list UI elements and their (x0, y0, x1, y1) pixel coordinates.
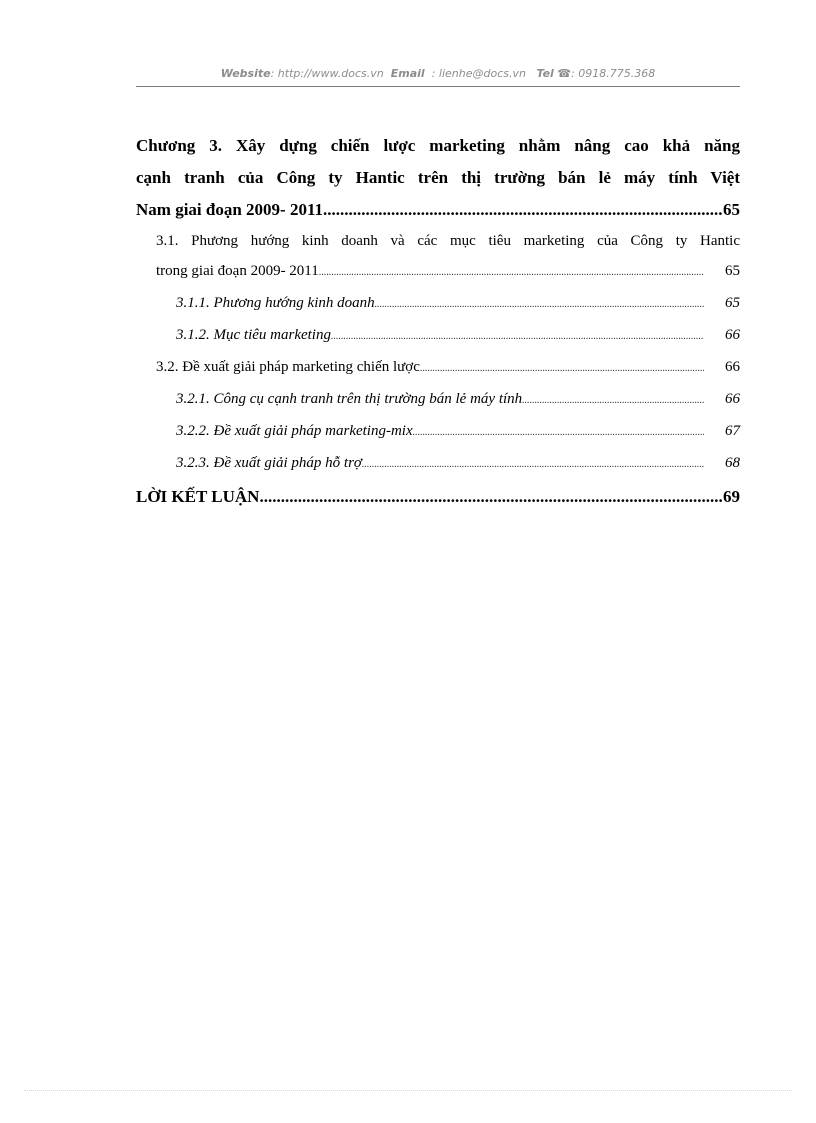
email-label: Email (390, 67, 425, 80)
toc-section-3-1-1-page: 65 (725, 295, 740, 311)
header-divider (136, 86, 740, 87)
toc-section-3-1-1[interactable] (136, 288, 740, 320)
toc-leader (331, 320, 704, 352)
toc-section-3-1-line-1: 3.1. Phương hướng kinh doanh và các mục tiêu marketing của Công ty Hantic (156, 233, 740, 249)
footer-divider (24, 1090, 792, 1091)
tel-label: Tel (536, 67, 554, 80)
toc-section-3-1-line-2[interactable] (136, 256, 740, 288)
toc-leader (413, 416, 704, 448)
toc-section-3-2-3-title: 3.2.3. Đề xuất giải pháp hỗ trợ (176, 455, 362, 471)
toc-section-3-2-2-page: 67 (725, 423, 740, 439)
toc-conclusion[interactable] (136, 480, 740, 514)
toc-section-3-2-1[interactable] (136, 384, 740, 416)
toc-conclusion-title: LỜI KẾT LUẬN (136, 487, 260, 506)
toc-section-3-2-3[interactable] (136, 448, 740, 480)
toc-chapter-3-line-1: Chương 3. Xây dựng chiến lược marketing nhằm nâng cao khả năng (136, 136, 740, 155)
toc-section-3-1-line-2-text: trong giai đoạn 2009- 2011 (156, 263, 319, 279)
toc-section-3-2-page: 66 (725, 359, 740, 375)
toc-conclusion-page: 69 (723, 487, 740, 506)
tel-value: : 0918.775.368 (571, 67, 656, 80)
website-label: Website (220, 67, 271, 80)
toc-leader (259, 480, 723, 514)
page-header (136, 67, 740, 80)
phone-icon: ☎ (557, 67, 572, 80)
toc-section-3-1-2-page: 66 (725, 327, 740, 343)
toc-chapter-3-line-3[interactable] (136, 194, 740, 226)
toc-leader (323, 194, 723, 226)
toc-section-3-1-page: 65 (725, 263, 740, 279)
table-of-contents (136, 130, 740, 514)
toc-leader (522, 384, 704, 416)
toc-leader (319, 256, 704, 288)
toc-section-3-1-1-title: 3.1.1. Phương hướng kinh doanh (176, 295, 375, 311)
toc-section-3-1[interactable] (136, 226, 740, 256)
toc-chapter-3[interactable] (136, 130, 740, 194)
toc-section-3-1-2[interactable] (136, 320, 740, 352)
toc-chapter-3-line-2: cạnh tranh của Công ty Hantic trên thị trường bán lẻ máy tính Việt (136, 168, 740, 187)
email-value: : lienhe@docs.vn (431, 67, 526, 80)
toc-section-3-2-2[interactable] (136, 416, 740, 448)
toc-section-3-1-2-title: 3.1.2. Mục tiêu marketing (176, 327, 331, 343)
toc-section-3-2-title: 3.2. Đề xuất giải pháp marketing chiến lược (156, 359, 420, 375)
toc-section-3-2[interactable] (136, 352, 740, 384)
toc-leader (420, 352, 704, 384)
toc-leader (375, 288, 704, 320)
website-value: : http://www.docs.vn (270, 67, 384, 80)
toc-section-3-2-1-title: 3.2.1. Công cụ cạnh tranh trên thị trường bán lẻ máy tính (176, 391, 523, 407)
toc-chapter-3-page: 65 (723, 200, 740, 219)
toc-section-3-2-3-page: 68 (725, 455, 740, 471)
toc-chapter-3-line-3-text: Nam giai đoạn 2009- 2011 (136, 200, 324, 219)
toc-leader (362, 448, 704, 480)
toc-section-3-2-1-page: 66 (725, 391, 740, 407)
toc-section-3-2-2-title: 3.2.2. Đề xuất giải pháp marketing-mix (176, 423, 413, 439)
